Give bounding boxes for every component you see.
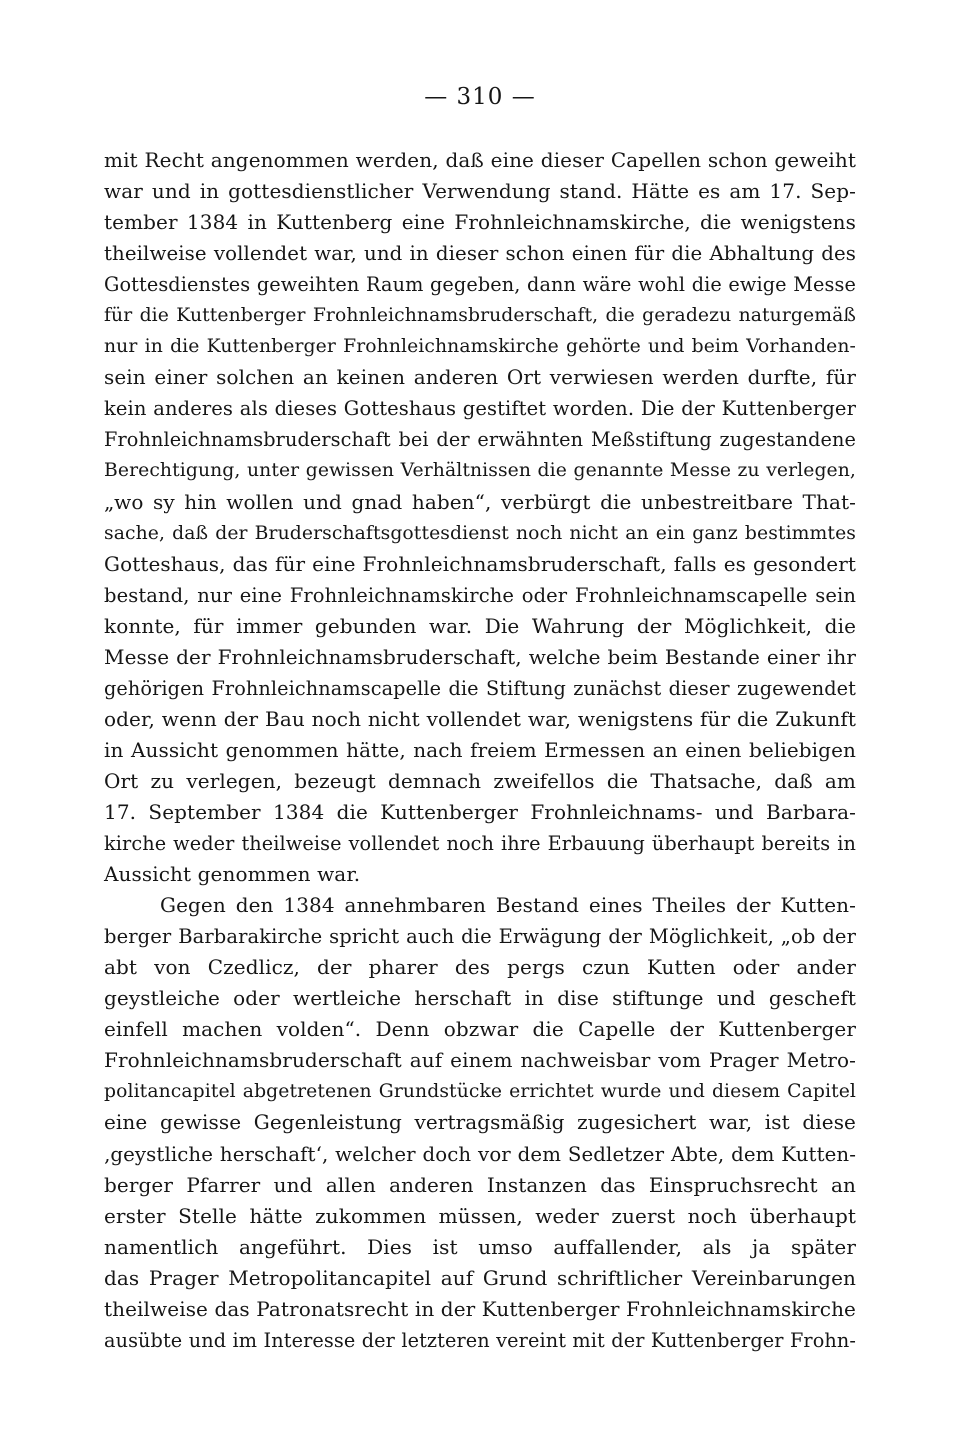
text-line: Frohnleichnamsbruderschaft auf einem nachweisbar vom Prager Metro- [104,1048,856,1073]
text-line: das Prager Metropolitancapitel auf Grund schriftlicher Vereinbarungen [104,1265,856,1290]
text-line: oder, wenn der Bau noch nicht vollendet war, wenigstens für die Zukunft [104,706,856,731]
text-line-paragraph-end: Aussicht genommen war. [104,862,361,887]
text-line-quotation: geystleiche oder wertleiche herschaft in dise stiftunge und gescheft [104,986,856,1011]
text-line: gehörigen Frohnleichnamscapelle die Stiftung zunächst dieser zugewendet [104,676,856,700]
text-line: 17. September 1384 die Kuttenberger Frohnleichnams- und Barbara- [104,799,856,824]
text-line: Ort zu verlegen, bezeugt demnach zweifellos die Thatsache, daß am [104,768,856,793]
text-line: Gottesdienstes geweihten Raum gegeben, dann wäre wohl die ewige Messe [104,273,856,297]
text-line: berger Barbarakirche spricht auch die Erwägung der Möglichkeit, „ob der [104,925,856,949]
text-line: nur in die Kuttenberger Frohnleichnamskirche gehörte und beim Vorhanden- [104,336,856,358]
text-line: berger Pfarrer und allen anderen Instanzen das Einspruchsrecht an [104,1172,856,1197]
text-line: konnte, für immer gebunden war. Die Wahrung der Möglichkeit, die [104,613,856,638]
text-line: Berechtigung, unter gewissen Verhältnissen die genannte Messe zu verlegen, [104,460,856,482]
body-text [104,145,856,1356]
text-line: bestand, nur eine Frohnleichnamskirche oder Frohnleichnamscapelle sein [104,583,856,607]
text-line: ‚geystliche herschaft‘, welcher doch vor dem Sedletzer Abte, dem Kutten- [104,1142,856,1166]
text-line-quotation: abt von Czedlicz, der pharer des pergs czun Kutten oder ander [104,955,856,980]
text-line: sein einer solchen an keinen anderen Ort verwiesen werden durfte, für [104,365,856,390]
text-line: namentlich angeführt. Dies ist umso auffallender, als ja später [104,1234,856,1259]
page-number: — 310 — [424,84,536,110]
text-line-paragraph-start: Gegen den 1384 annehmbaren Bestand eines Theiles der Kutten- [160,893,856,918]
text-line: ausübte und im Interesse der letzteren vereint mit der Kuttenberger Frohn- [104,1328,856,1352]
text-line: theilweise das Patronatsrecht in der Kuttenberger Frohnleichnamskirche [104,1296,856,1321]
text-line: tember 1384 in Kuttenberg eine Frohnleichnamskirche, die wenigstens [104,210,856,235]
text-line: in Aussicht genommen hätte, nach freiem Ermessen an einen beliebigen [104,737,856,762]
text-line: Messe der Frohnleichnamsbruderschaft, welche beim Bestande einer ihr [104,644,856,669]
text-line: kein anderes als dieses Gotteshaus gestiftet worden. Die der Kuttenberger [104,397,856,421]
text-line: kirche weder theilweise vollendet noch ihre Erbauung überhaupt bereits in [104,832,856,856]
text-line: „wo sy hin wollen und gnad haben“, verbürgt die unbestreitbare That- [104,489,856,514]
text-line: für die Kuttenberger Frohnleichnamsbruderschaft, die geradezu naturgemäß [104,305,856,327]
text-line: politancapitel abgetretenen Grundstücke errichtet wurde und diesem Capitel [104,1081,856,1103]
text-line: einfell machen volden“. Denn obzwar die Capelle der Kuttenberger [104,1017,856,1042]
text-line: sache, daß der Bruderschaftsgottesdienst noch nicht an ein ganz bestimmtes [104,522,856,544]
text-line: Frohnleichnamsbruderschaft bei der erwähnten Meßstiftung zugestandene [104,428,856,452]
text-line: mit Recht angenommen werden, daß eine dieser Capellen schon geweiht [104,148,856,172]
text-line: eine gewisse Gegenleistung vertragsmäßig zugesichert war, ist diese [104,1110,856,1135]
text-line: Gotteshaus, das für eine Frohnleichnamsbruderschaft, falls es gesondert [104,551,856,576]
text-line: theilweise vollendet war, und in dieser schon einen für die Abhaltung des [104,242,856,266]
text-line: erster Stelle hätte zukommen müssen, weder zuerst noch überhaupt [104,1203,856,1228]
text-line: war und in gottesdienstlicher Verwendung stand. Hätte es am 17. Sep- [104,179,856,204]
